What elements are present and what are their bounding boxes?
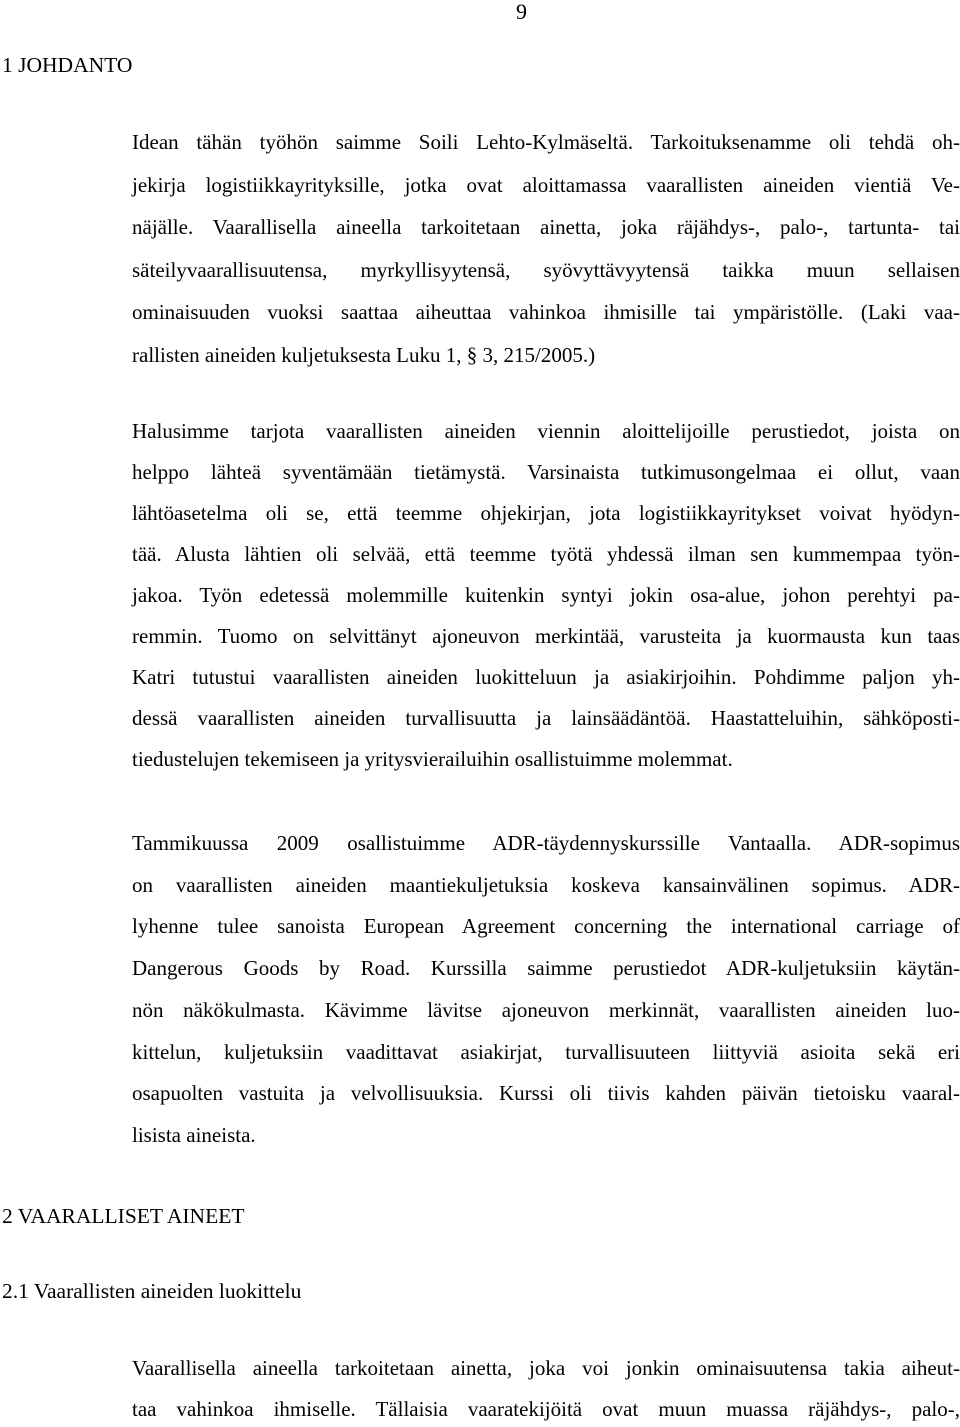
text-line: jakoa. Työn edetessä molemmille kuitenkin syntyi jokin osa-alue, johon perehtyi pa- (132, 583, 960, 607)
heading-luokittelu: 2.1 Vaarallisten aineiden luokittelu (2, 1279, 302, 1303)
text-line: kittelun, kuljetuksiin vaadittavat asiakirjat, turvallisuuteen liittyviä asioita sekä eri (132, 1040, 960, 1064)
text-line: rallisten aineiden kuljetuksesta Luku 1, § 3, 215/2005.) (132, 343, 596, 367)
text-line: nön näkökulmasta. Kävimme lävitse ajoneuvon merkinnät, vaarallisten aineiden luo- (132, 998, 960, 1022)
text-line: dessä vaarallisten aineiden turvallisuutta ja lainsäädäntöä. Haastatteluihin, sähköposti- (132, 706, 960, 730)
heading-johdanto: 1 JOHDANTO (2, 53, 133, 77)
text-line: taa vahinkoa ihmiselle. Tällaisia vaaratekijöitä ovat muun muassa räjähdys-, palo-, (132, 1397, 960, 1421)
text-line: Katri tutustui vaarallisten aineiden luokitteluun ja asiakirjoihin. Pohdimme paljon yh- (132, 665, 960, 689)
text-line: Halusimme tarjota vaarallisten aineiden viennin aloittelijoille perustiedot, joista on (132, 419, 960, 443)
text-line: Vaarallisella aineella tarkoitetaan ainetta, joka voi jonkin ominaisuutensa takia aiheut- (132, 1356, 960, 1380)
text-line: helppo lähteä syventämään tietämystä. Varsinaista tutkimusongelmaa ei ollut, vaan (132, 460, 960, 484)
heading-vaaralliset-aineet: 2 VAARALLISET AINEET (2, 1204, 245, 1228)
text-line: remmin. Tuomo on selvittänyt ajoneuvon merkintää, varusteita ja kuormausta kun taas (132, 624, 960, 648)
text-line: ominaisuuden vuoksi saattaa aiheuttaa vahinkoa ihmisille tai ympäristölle. (Laki vaa- (132, 300, 960, 324)
text-line: lyhenne tulee sanoista European Agreement concerning the international carriage of (132, 914, 960, 938)
text-line: tiedustelujen tekemiseen ja yritysvierailuihin osallistuimme molemmat. (132, 747, 733, 771)
text-line: tää. Alusta lähtien oli selvää, että teemme työtä yhdessä ilman sen kummempaa työn- (132, 542, 960, 566)
text-line: Idean tähän työhön saimme Soili Lehto-Kylmäseltä. Tarkoituksenamme oli tehdä oh- (132, 130, 960, 154)
page-number: 9 (516, 0, 527, 24)
text-line: osapuolten vastuita ja velvollisuuksia. Kurssi oli tiivis kahden päivän tietoisku vaaral- (132, 1081, 960, 1105)
text-line: säteilyvaarallisuutensa, myrkyllisyytensä, syövyttävyytensä taikka muun sellaisen (132, 258, 960, 282)
text-line: näjälle. Vaarallisella aineella tarkoitetaan ainetta, joka räjähdys-, palo-, tartunta- tai (132, 215, 960, 239)
text-line: Dangerous Goods by Road. Kurssilla saimme perustiedot ADR-kuljetuksiin käytän- (132, 956, 960, 980)
text-line: lisista aineista. (132, 1123, 256, 1147)
text-line: on vaarallisten aineiden maantiekuljetuksia koskeva kansainvälinen sopimus. ADR- (132, 873, 960, 897)
text-line: jekirja logistiikkayrityksille, jotka ovat aloittamassa vaarallisten aineiden vientiä Ve- (132, 173, 960, 197)
text-line: Tammikuussa 2009 osallistuimme ADR-täydennyskurssille Vantaalla. ADR-sopimus (132, 831, 960, 855)
text-line: lähtöasetelma oli se, että teemme ohjekirjan, jota logistiikkayritykset voivat hyödyn- (132, 501, 960, 525)
